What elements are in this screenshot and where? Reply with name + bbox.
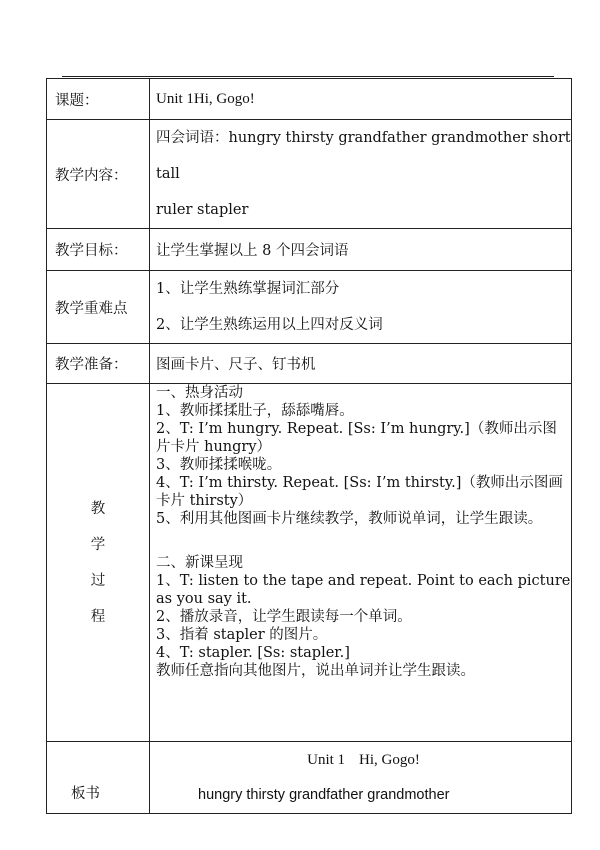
board-unit: Unit 1 [307,752,346,768]
row-topic [47,79,572,120]
section2-item: 2、播放录音，让学生跟读每一个单词。 [156,609,412,625]
section2-item: 3、指着 stapler 的图片。 [156,627,328,643]
process-char-2: 学 [90,536,106,553]
key-line-1: 1、让学生熟练掌握词汇部分 [156,281,340,297]
row-content [47,120,572,229]
process-char-1: 教 [90,500,106,517]
process-char-3: 过 [90,572,106,589]
topic-content [150,79,572,120]
process-content [150,384,572,742]
content-label: 教学内容： [47,120,150,229]
header-rule [62,76,554,77]
row-key [47,271,572,344]
board-words: hungry thirsty grandfather grandmother [198,787,450,803]
board-label-text: 板书 [71,786,100,802]
topic-title: Hi, Gogo! [193,90,255,107]
key-label: 教学重难点 [47,271,150,344]
prep-label: 教学准备： [47,344,150,384]
content-text [150,120,572,229]
content-line-2: ruler stapler [156,202,249,218]
prep-text: 图画卡片、尺子、钉书机 [150,344,572,384]
section1-item: 4、T: I’m thirsty. Repeat. [Ss: I’m thirsty.]（教师出示图画卡片 thirsty） [156,475,563,509]
section1-item: 2、T: I’m hungry. Repeat. [Ss: I’m hungry.]（教师出示图片卡片 hungry） [156,421,557,455]
process-char-4: 程 [90,608,106,625]
process-label [47,384,150,742]
section1-item: 5、利用其他图画卡片继续教学，教师说单词，让学生跟读。 [156,511,543,527]
lesson-plan-table [46,78,572,814]
topic-label: 课题： [47,79,150,120]
row-goal [47,229,572,271]
section1-item: 1、教师揉揉肚子，舔舔嘴唇。 [156,403,354,419]
row-prep [47,344,572,384]
section2-heading: 二、新课呈现 [156,555,243,571]
key-line-2: 2、让学生熟练运用以上四对反义词 [156,317,383,333]
section1-heading: 一、热身活动 [156,385,243,401]
board-title [156,752,571,769]
content-line-1: 四会词语：hungry thirsty grandfather grandmother short tall [156,130,571,182]
section2-item: 4、T: stapler. [Ss: stapler.] [156,645,350,661]
section2-item: 教师任意指向其他图片，说出单词并让学生跟读。 [156,663,475,679]
key-text [150,271,572,344]
section1-item: 3、教师揉揉喉咙。 [156,457,282,473]
topic-unit: Unit 1 [156,90,194,107]
board-title-text: Hi, Gogo! [359,752,420,768]
goal-text: 让学生掌握以上 8 个四会词语 [150,229,572,271]
row-board [47,742,572,814]
board-content [150,742,572,814]
board-label [47,742,150,814]
goal-label: 教学目标： [47,229,150,271]
section2-item: 1、T: listen to the tape and repeat. Point to each picture as you say it. [156,573,571,607]
row-process [47,384,572,742]
